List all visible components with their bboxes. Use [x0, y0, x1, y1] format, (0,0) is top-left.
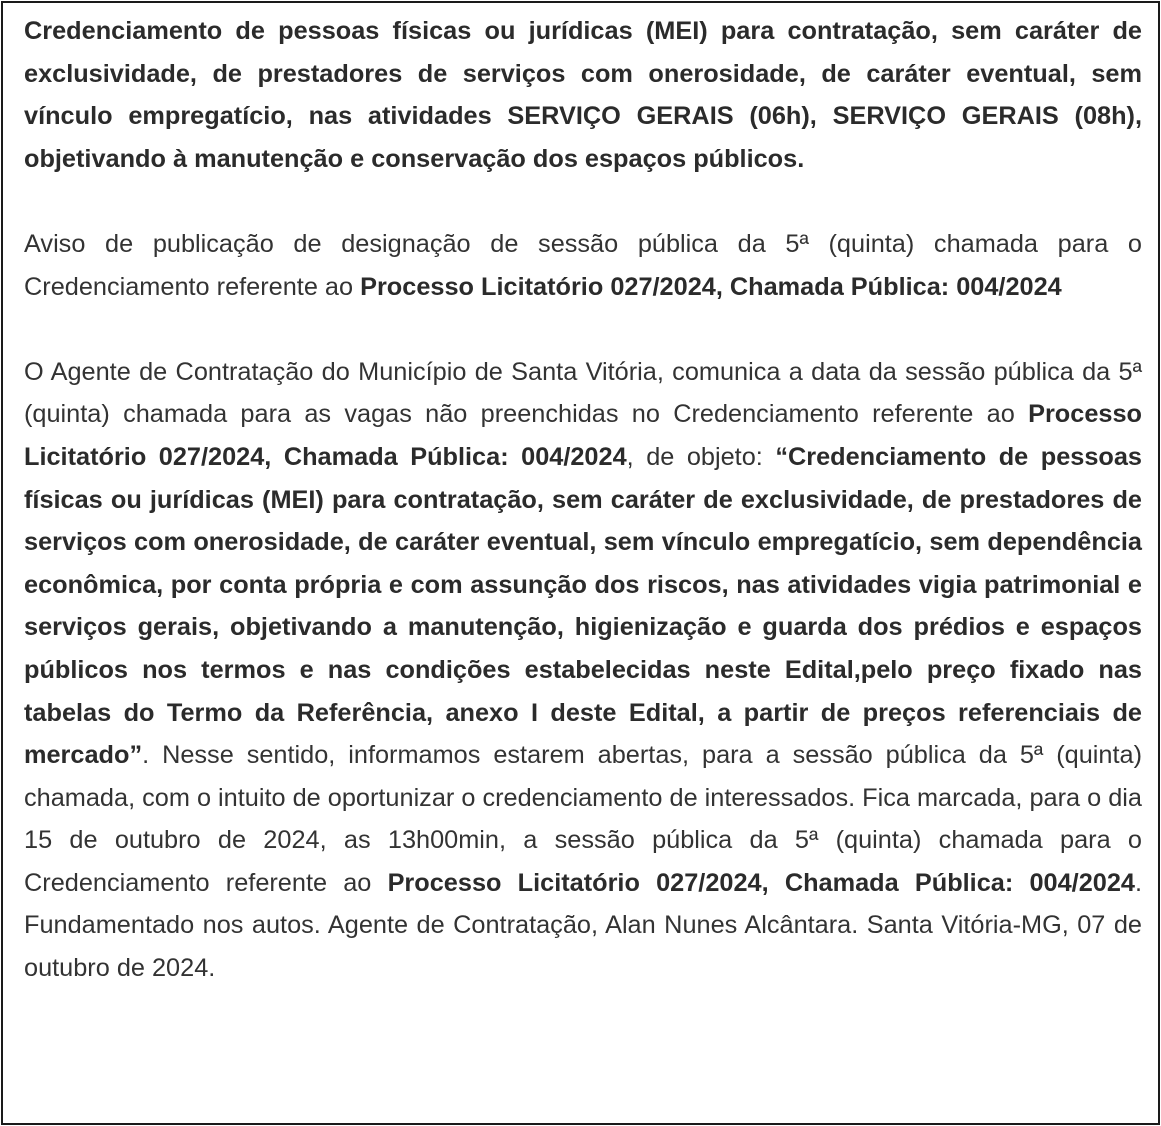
- notice-content: [24, 10, 1142, 990]
- notice-announcement: [24, 223, 1142, 308]
- body-process-reference: Processo Licitatório 027/2024, Chamada Pública: 004/2024: [24, 400, 1142, 471]
- body-closing: . Fundamentado nos autos. Agente de Contratação, Alan Nunes Alcântara. Santa Vitória-MG, 07 de outubro de 2024.: [24, 868, 1142, 983]
- body-object-quote: “Credenciamento de pessoas físicas ou jurídicas (MEI) para contratação, sem caráter de exclusividade, de prestadores de serviços com onerosidade, de caráter eventual, sem vínculo empregatício, sem dependência econômica, por conta própria e com assunção dos riscos, nas atividades vigia patrimonial e serviços gerais, objetivando a manutenção, higienização e guarda dos prédios e espaços públicos nos termos e nas condições estabelecidas neste Edital,pelo preço fixado nas tabelas do Termo da Referência, anexo I deste Edital, a partir de preços referenciais de mercado”: [24, 442, 1142, 770]
- notice-body: [24, 351, 1142, 990]
- body-object-intro: , de objeto:: [626, 442, 776, 471]
- announcement-intro: Aviso de publicação de designação de sessão pública da 5ª (quinta) chamada para o Credenciamento referente ao: [24, 229, 1142, 301]
- notice-heading: [24, 10, 1142, 180]
- body-opening: O Agente de Contratação do Município de Santa Vitória, comunica a data da sessão pública da 5ª (quinta) chamada para as vagas não preenchidas no Credenciamento referente ao: [24, 357, 1142, 429]
- body-process-reference-2: Processo Licitatório 027/2024, Chamada Pública: 004/2024: [387, 868, 1135, 897]
- heading-text: Credenciamento de pessoas físicas ou jurídicas (MEI) para contratação, sem caráter de exclusividade, de prestadores de serviços com onerosidade, de caráter eventual, sem vínculo empregatício, nas atividades SERVIÇO GERAIS (06h), SERVIÇO GERAIS (08h), objetivando à manutenção e conservação dos espaços públicos.: [24, 17, 1142, 173]
- body-session-info: . Nesse sentido, informamos estarem abertas, para a sessão pública da 5ª (quinta) chamada, com o intuito de oportunizar o credenciamento de interessados. Fica marcada, para o dia 15 de outubro de 2024, as 13h00min, a sessão pública da 5ª (quinta) chamada para o Credenciamento referente ao: [24, 741, 1142, 897]
- public-notice-box: [1, 1, 1160, 1125]
- announcement-process-reference: Processo Licitatório 027/2024, Chamada Pública: 004/2024: [360, 272, 1062, 301]
